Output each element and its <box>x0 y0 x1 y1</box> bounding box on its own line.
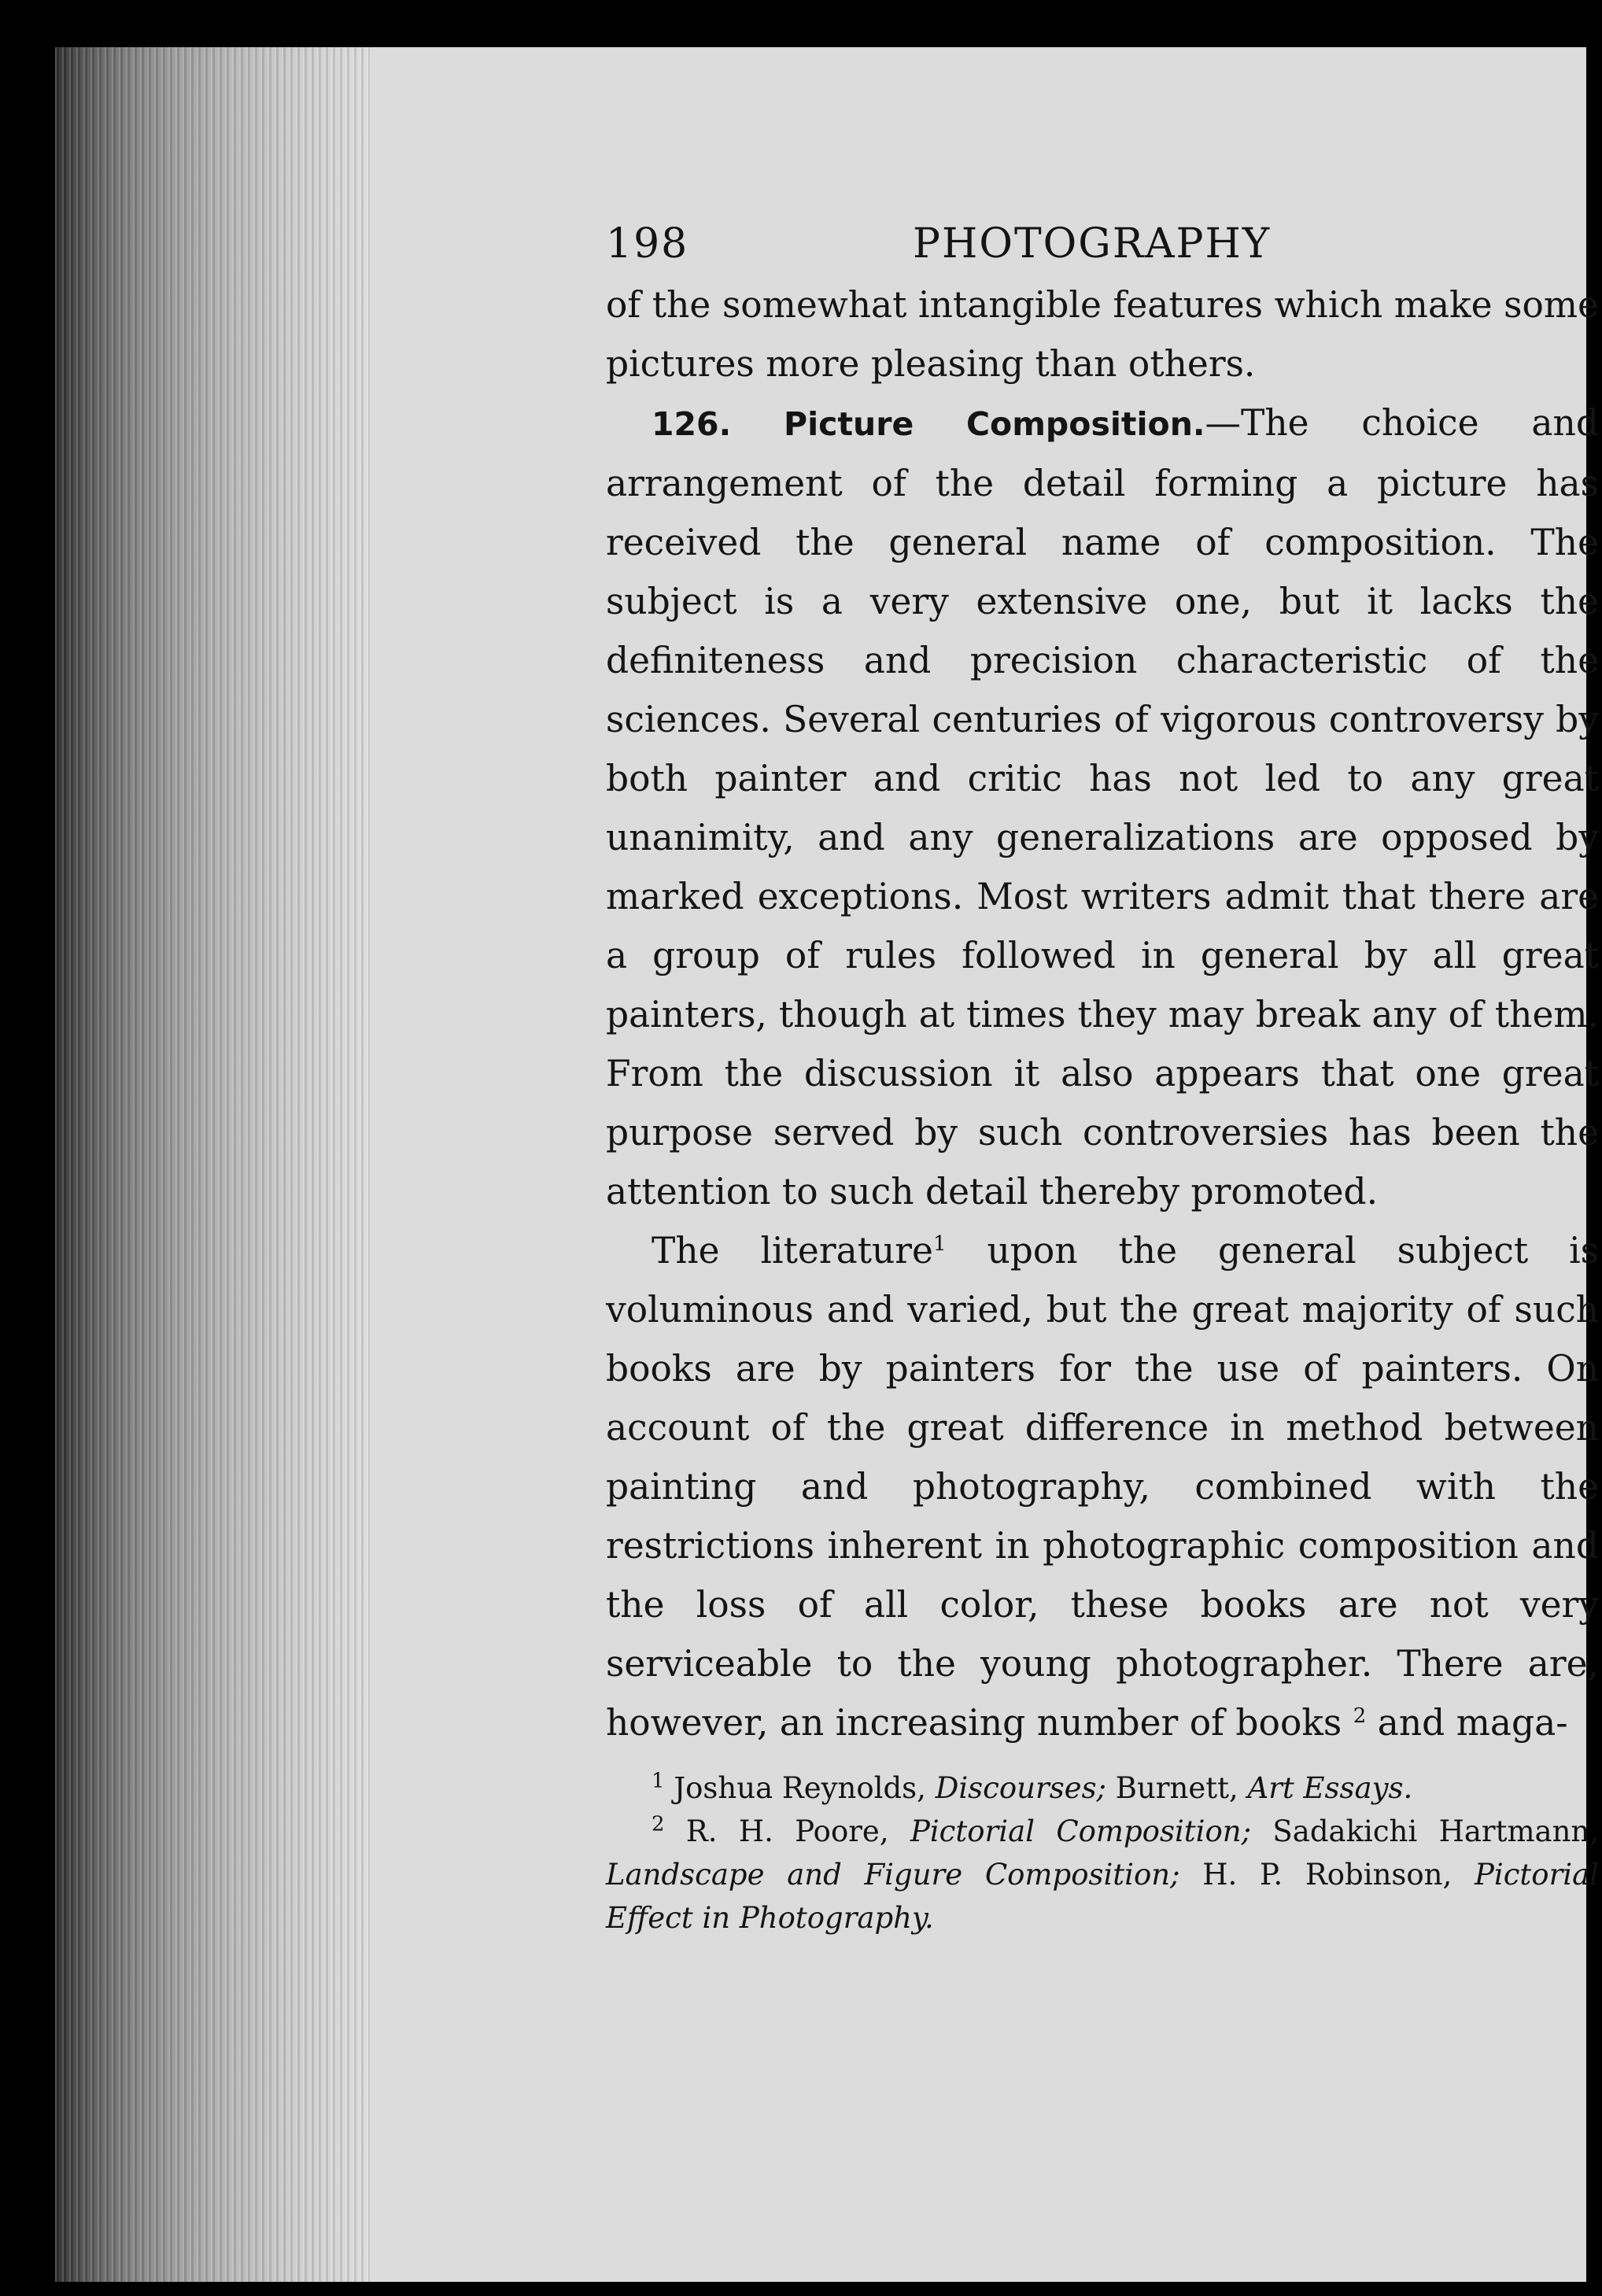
page-text-block <box>606 212 1599 1940</box>
paragraph-3-part3: and maga- <box>1366 1702 1568 1744</box>
footnote-1-author-2: Burnett, <box>1106 1771 1248 1805</box>
footnote-2-title-1: Pictorial Composition; <box>910 1814 1252 1848</box>
footnote-2-title-3: Pictorial Effect in Photography. <box>606 1858 1599 1935</box>
footnote-2-author-2: Sadakichi Hartmann, <box>1251 1814 1600 1848</box>
page-header <box>606 212 1599 275</box>
footnote-1-marker: 1 <box>652 1769 665 1793</box>
footnote-1-title-1: Discourses; <box>935 1771 1107 1805</box>
paragraph-literature <box>606 1221 1599 1752</box>
footnote-2-marker: 2 <box>652 1812 665 1836</box>
gutter-streaks <box>55 47 370 2282</box>
footnote-ref-1: 1 <box>932 1231 947 1256</box>
paragraph-2-text: —The choice and arrangement of the detail forming a picture has received the general name of composition. The subject is a very extensive one, but it lacks the definiteness and precision characteristic of the sciences. Several centuries of vigorous controversy by both painter and critic has not led to any great unanimity, and any generalizations are opposed by marked exceptions. Most writers admit that there are a group of rules followed in general by all great painters, though at times they may break any of them. From the discussion it also appears that one great purpose served by such controversies has been the attention to such detail thereby promoted. <box>606 402 1599 1213</box>
section-title: Picture Composition. <box>784 405 1205 443</box>
footnote-2 <box>606 1810 1599 1940</box>
paragraph-continuation <box>606 275 1599 393</box>
page-number: 198 <box>606 220 689 268</box>
paragraph-section-126 <box>606 393 1599 1221</box>
footnote-1-author-1: Joshua Reynolds, <box>674 1771 936 1805</box>
footnote-ref-2: 2 <box>1353 1704 1367 1728</box>
footnote-2-author-3: H. P. Robinson, <box>1179 1858 1475 1892</box>
footnotes <box>606 1766 1599 1940</box>
paragraph-3-part1: The literature <box>652 1230 933 1272</box>
paragraph-1-text: of the somewhat intangible features which make some pictures more pleasing than others. <box>606 284 1599 385</box>
footnote-2-author-1: R. H. Poore, <box>685 1814 910 1848</box>
footnote-1 <box>606 1766 1599 1810</box>
running-head: PHOTOGRAPHY <box>913 220 1272 268</box>
footnote-1-title-2: Art Essays. <box>1247 1771 1413 1805</box>
section-number: 126. <box>652 405 732 443</box>
footnote-2-title-2: Landscape and Figure Composition; <box>606 1858 1180 1892</box>
paragraph-3-part2: upon the general subject is voluminous and varied, but the great majority of such books are by painters for the use of painters. On account of the great difference in method between painting and photography, combined with the restrictions inherent in photographic composition and the loss of all color, these books are not very serviceable to the young photographer. There are, however, an increasing number of books <box>606 1230 1600 1744</box>
